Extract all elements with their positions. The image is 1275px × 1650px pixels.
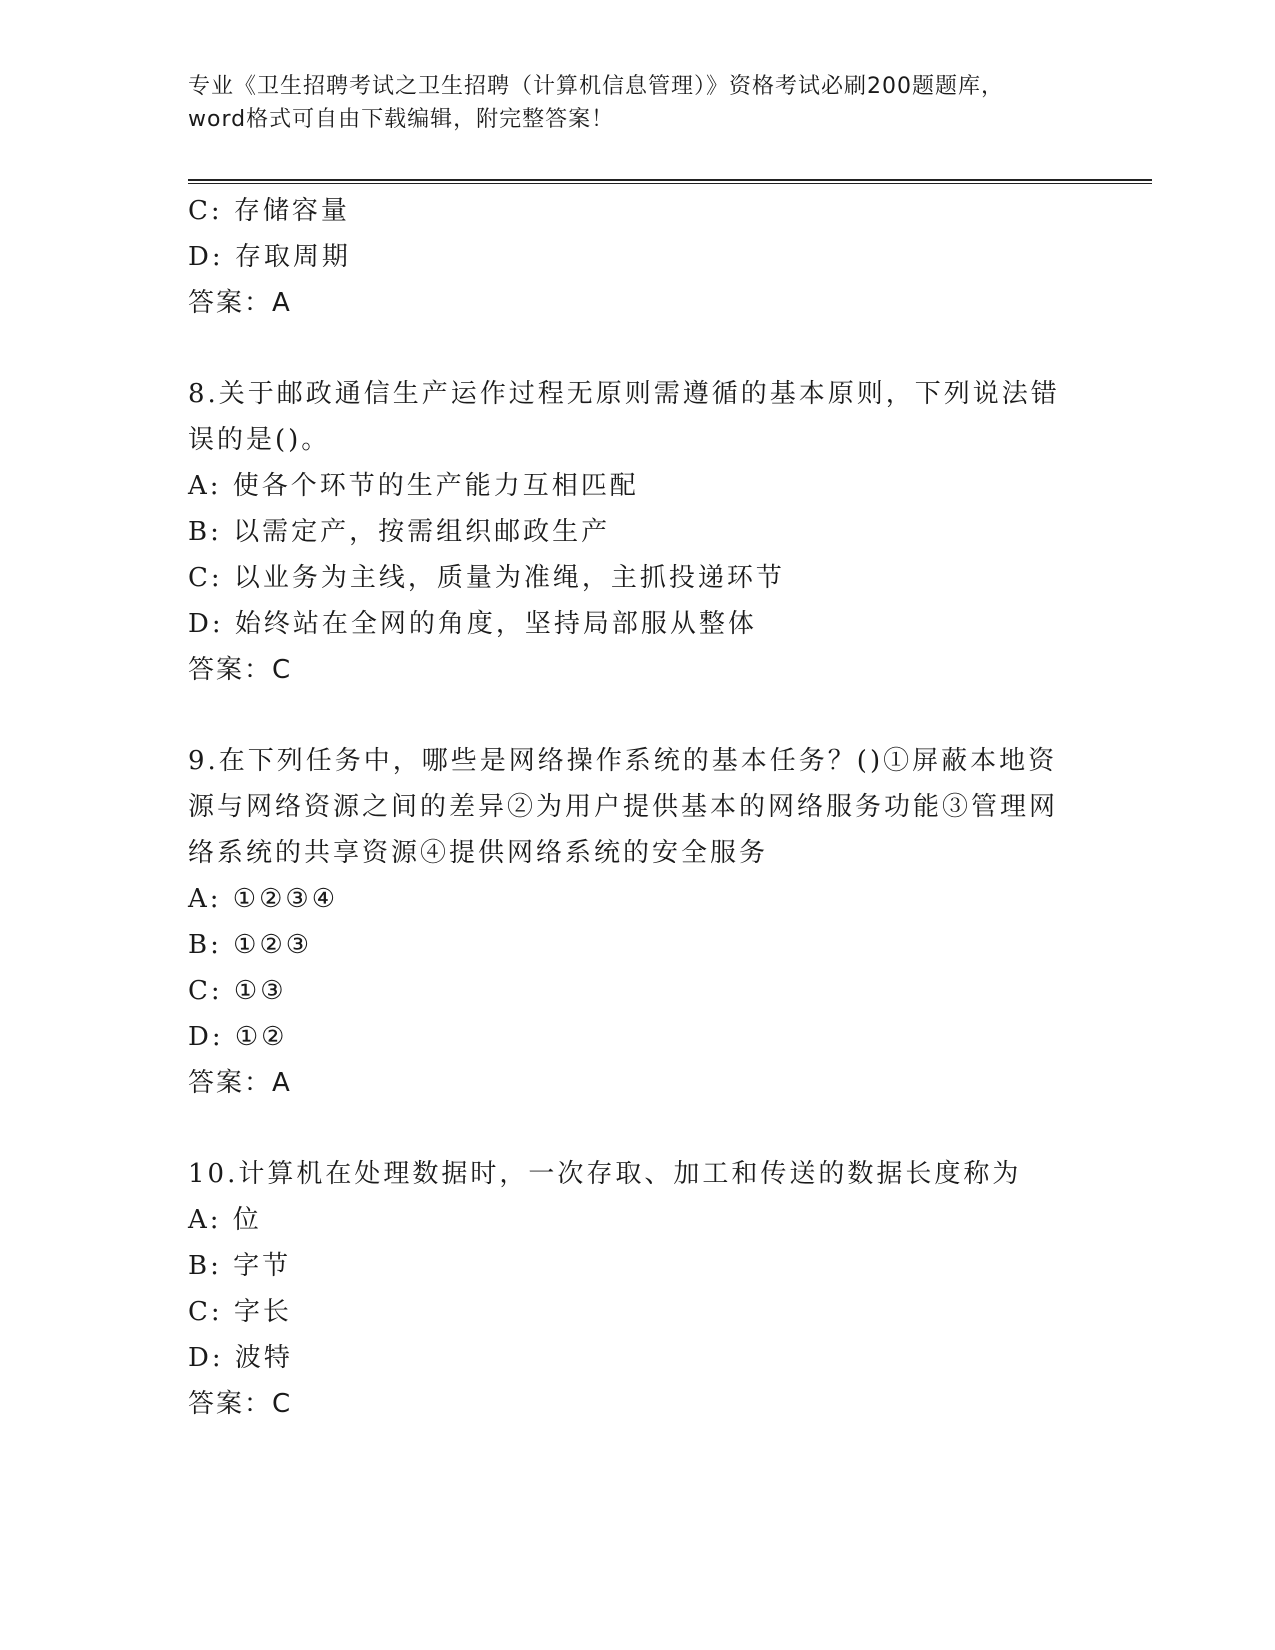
option-c: C: 存储容量 bbox=[188, 196, 350, 226]
option-b: B: ①②③ bbox=[188, 930, 313, 960]
question-stem: 8.关于邮政通信生产运作过程无原则需遵循的基本原则，下列说法错 bbox=[188, 379, 1060, 409]
question-9 bbox=[188, 738, 1068, 1106]
option-c: C: 字长 bbox=[188, 1297, 292, 1327]
question-7-continued bbox=[188, 188, 1068, 326]
option-c: C: 以业务为主线，质量为准绳，主抓投递环节 bbox=[188, 563, 785, 593]
option-c: C: ①③ bbox=[188, 976, 287, 1006]
answer: 答案：C bbox=[188, 655, 293, 685]
answer: 答案：C bbox=[188, 1389, 293, 1419]
document-header bbox=[188, 70, 1088, 136]
option-a: A: 使各个环节的生产能力互相匹配 bbox=[188, 471, 639, 501]
header-divider bbox=[188, 179, 1152, 184]
option-b: B: 字节 bbox=[188, 1251, 292, 1281]
question-stem: 络系统的共享资源④提供网络系统的安全服务 bbox=[188, 838, 769, 868]
question-list bbox=[188, 188, 1068, 1427]
answer: 答案：A bbox=[188, 288, 292, 318]
question-8 bbox=[188, 371, 1068, 693]
option-d: D: 存取周期 bbox=[188, 242, 351, 272]
option-d: D: ①② bbox=[188, 1022, 288, 1052]
option-b: B: 以需定产，按需组织邮政生产 bbox=[188, 517, 611, 547]
option-d: D: 始终站在全网的角度，坚持局部服从整体 bbox=[188, 609, 757, 639]
option-d: D: 波特 bbox=[188, 1343, 293, 1373]
question-stem: 源与网络资源之间的差异②为用户提供基本的网络服务功能③管理网 bbox=[188, 792, 1059, 822]
option-a: A: 位 bbox=[188, 1205, 262, 1235]
answer: 答案：A bbox=[188, 1068, 292, 1098]
option-a: A: ①②③④ bbox=[188, 884, 339, 914]
question-10 bbox=[188, 1151, 1068, 1427]
question-stem: 误的是()。 bbox=[188, 425, 331, 455]
header-title-line-2: word格式可自由下载编辑，附完整答案！ bbox=[188, 107, 615, 132]
header-title-line-1: 专业《卫生招聘考试之卫生招聘（计算机信息管理）》资格考试必刷200题题库， bbox=[188, 74, 1004, 99]
question-stem: 9.在下列任务中，哪些是网络操作系统的基本任务？()①屏蔽本地资 bbox=[188, 746, 1058, 776]
question-stem: 10.计算机在处理数据时，一次存取、加工和传送的数据长度称为 bbox=[188, 1159, 1022, 1189]
